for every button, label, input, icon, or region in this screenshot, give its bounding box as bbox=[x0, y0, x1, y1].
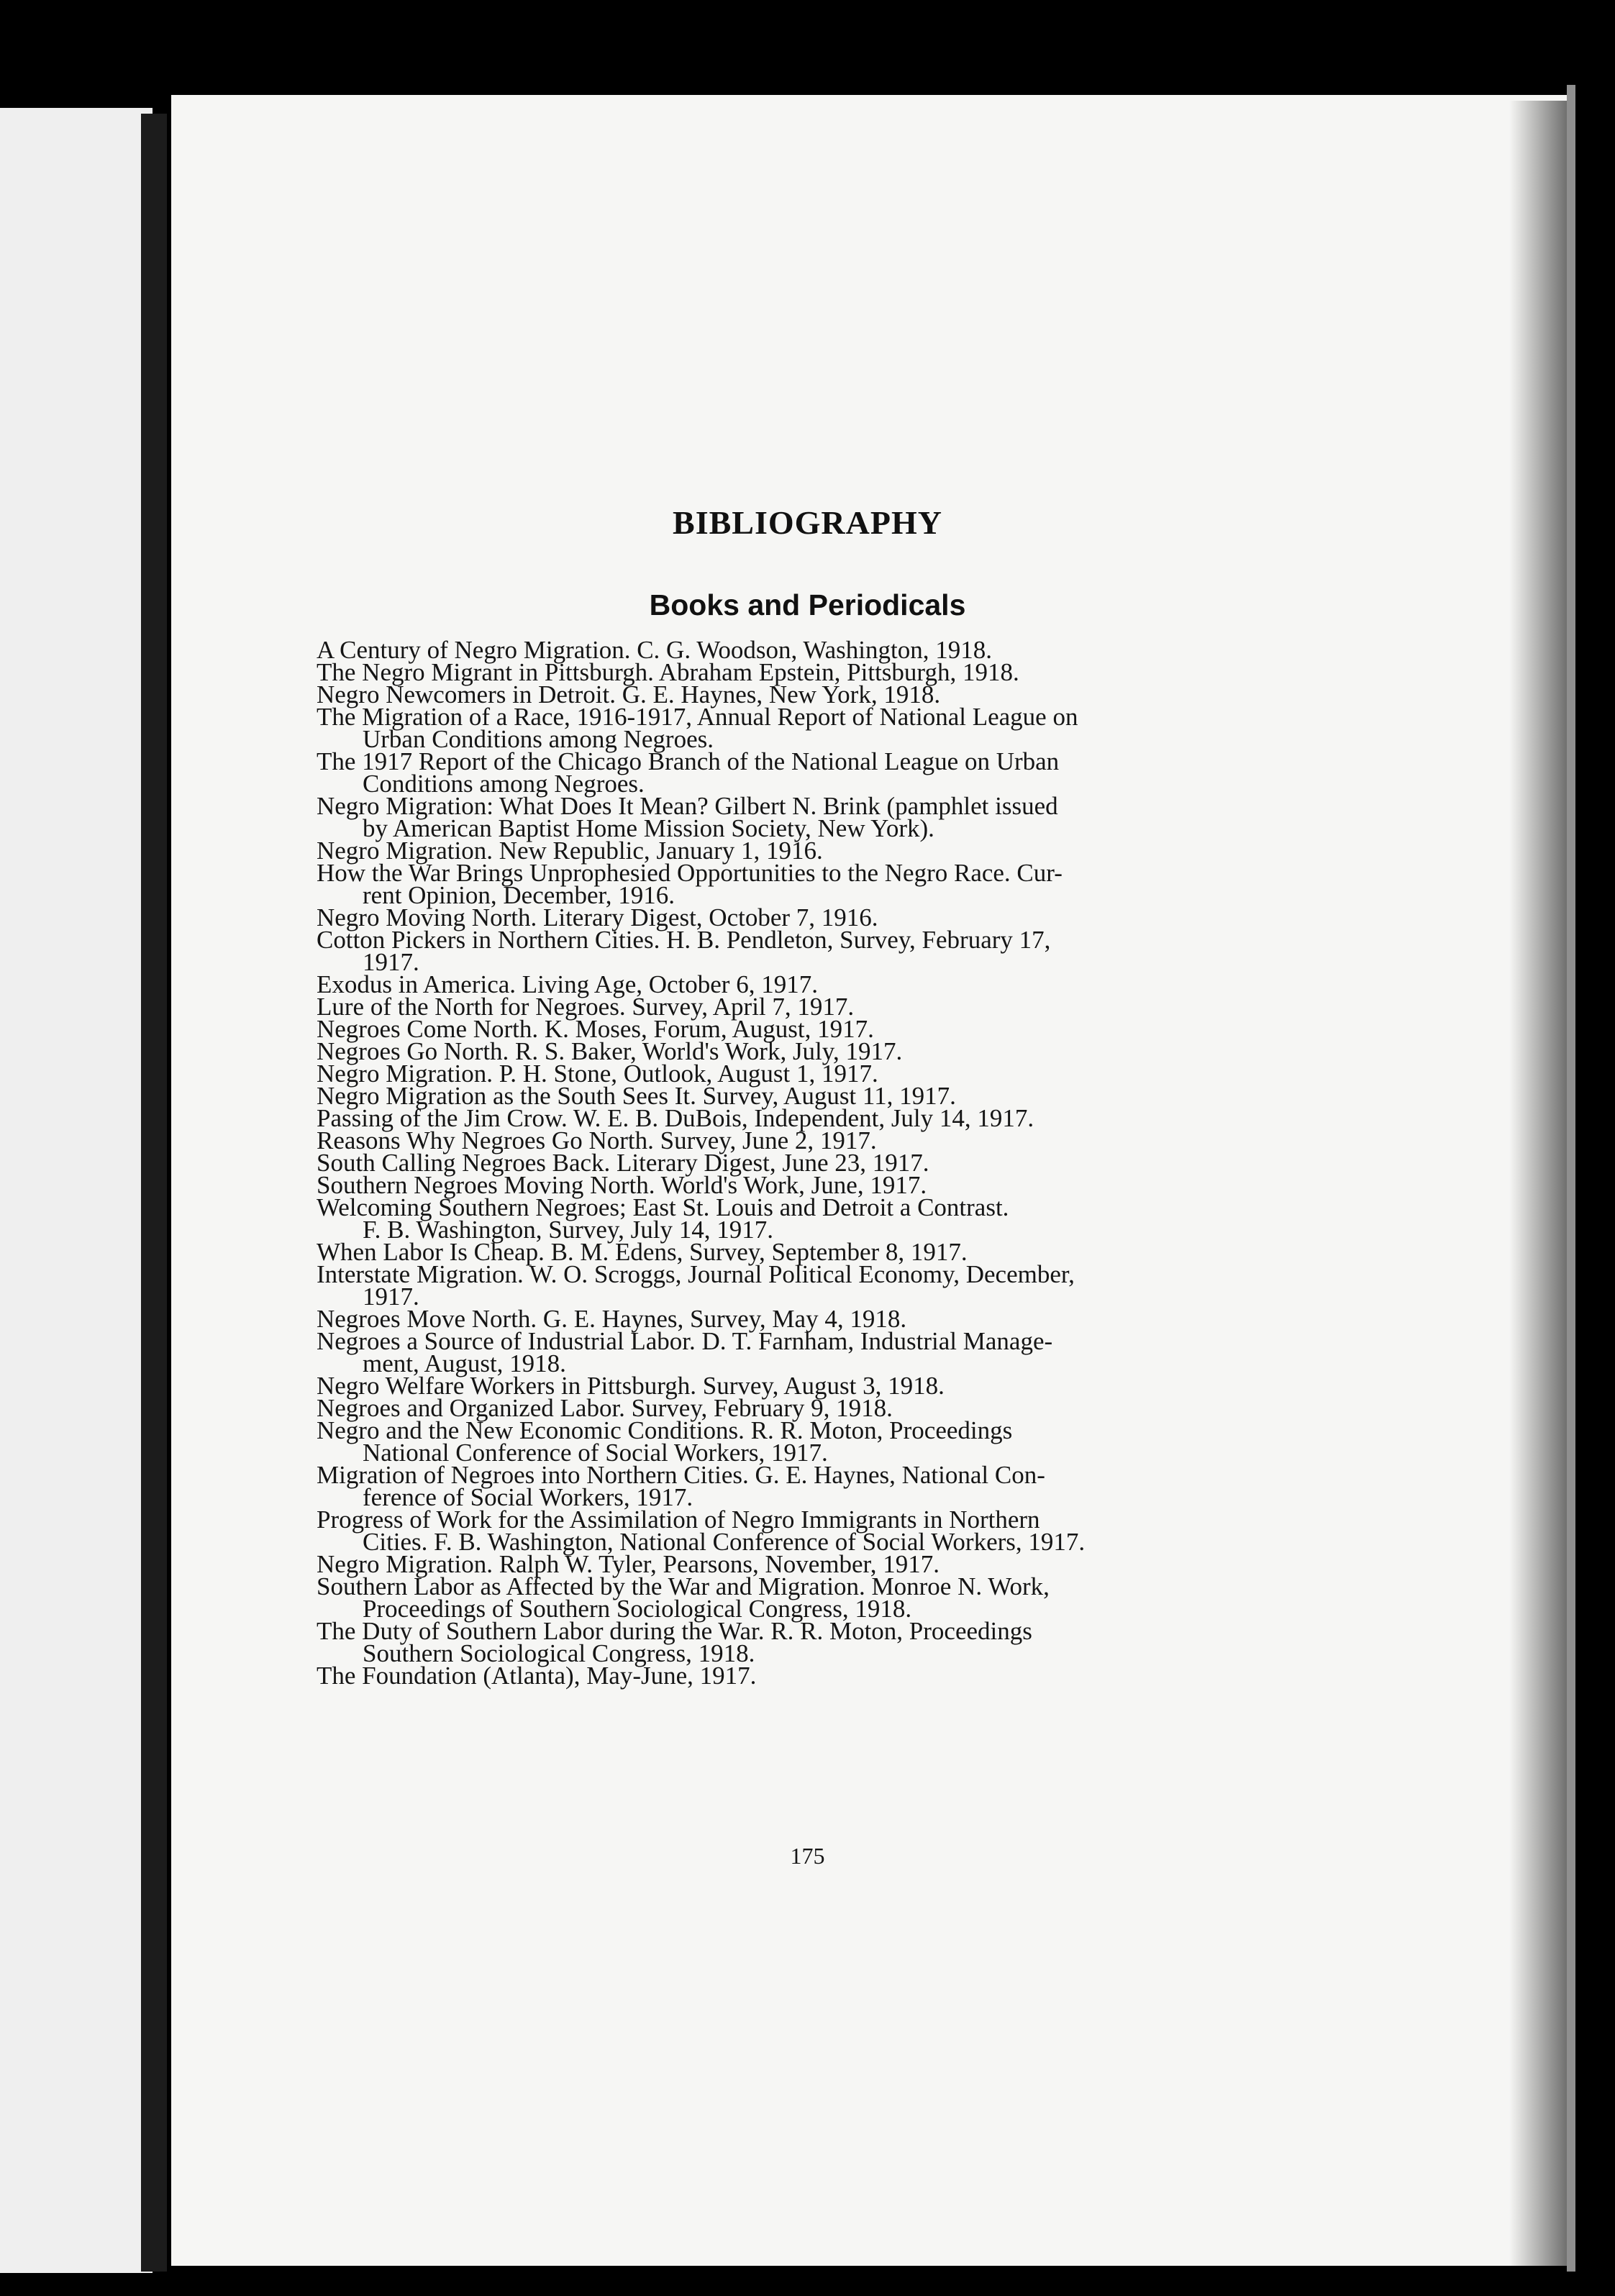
entry-line: Negro Moving North. Literary Digest, October 7, 1916. bbox=[317, 903, 878, 931]
bibliography-entry bbox=[317, 747, 1252, 798]
bibliography-entry bbox=[317, 1505, 1252, 1556]
entry-line: The Foundation (Atlanta), May-June, 1917. bbox=[317, 1662, 757, 1690]
entry-continuation-line: Southern Sociological Congress, 1918. bbox=[363, 1639, 755, 1667]
entry-continuation-line: Conditions among Negroes. bbox=[363, 770, 645, 798]
entry-line: The Migration of a Race, 1916-1917, Annual Report of National League on bbox=[317, 703, 1078, 731]
entry-line: Exodus in America. Living Age, October 6, 1917. bbox=[317, 970, 818, 998]
entry-continuation-line: 1917. bbox=[363, 948, 419, 976]
entry-line: Negroes Go North. R. S. Baker, World's Work, July, 1917. bbox=[317, 1037, 903, 1065]
left-page-edge bbox=[0, 108, 153, 2273]
entry-line: Negro Migration. New Republic, January 1, 1916. bbox=[317, 837, 823, 865]
page-right-border bbox=[1567, 85, 1575, 2272]
entry-continuation-line: Urban Conditions among Negroes. bbox=[363, 725, 714, 753]
page-number: 175 bbox=[790, 1843, 825, 1869]
entry-line: Passing of the Jim Crow. W. E. B. DuBois, Independent, July 14, 1917. bbox=[317, 1104, 1034, 1132]
entry-line: Negro Migration. Ralph W. Tyler, Pearsons, November, 1917. bbox=[317, 1550, 940, 1578]
entry-continuation-line: Cities. F. B. Washington, National Conference of Social Workers, 1917. bbox=[363, 1528, 1086, 1556]
entry-line: Interstate Migration. W. O. Scroggs, Journal Political Economy, December, bbox=[317, 1260, 1075, 1288]
bibliography-list bbox=[317, 636, 1252, 1690]
entry-line: Reasons Why Negroes Go North. Survey, June 2, 1917. bbox=[317, 1126, 877, 1154]
bibliography-entry bbox=[317, 1662, 1252, 1690]
entry-line: Negro and the New Economic Conditions. R. R. Moton, Proceedings bbox=[317, 1416, 1013, 1444]
bibliography-entry bbox=[317, 792, 1252, 842]
entry-line: Negro Welfare Workers in Pittsburgh. Survey, August 3, 1918. bbox=[317, 1372, 945, 1400]
entry-line: Negro Newcomers in Detroit. G. E. Haynes, New York, 1918. bbox=[317, 680, 941, 709]
entry-line: Negroes a Source of Industrial Labor. D. T. Farnham, Industrial Manage- bbox=[317, 1327, 1053, 1355]
entry-line: A Century of Negro Migration. C. G. Woodson, Washington, 1918. bbox=[317, 636, 993, 664]
entry-line: Negroes and Organized Labor. Survey, February 9, 1918. bbox=[317, 1394, 893, 1422]
bibliography-entry bbox=[317, 926, 1252, 976]
bibliography-entry bbox=[317, 1617, 1252, 1667]
page-right-shadow bbox=[1509, 101, 1567, 2266]
entry-line: Migration of Negroes into Northern Cities. G. E. Haynes, National Con- bbox=[317, 1461, 1045, 1489]
entry-continuation-line: F. B. Washington, Survey, July 14, 1917. bbox=[363, 1216, 773, 1244]
bibliography-entry bbox=[317, 1572, 1252, 1623]
entry-line: Southern Labor as Affected by the War and Migration. Monroe N. Work, bbox=[317, 1572, 1050, 1600]
entry-line: How the War Brings Unprophesied Opportunities to the Negro Race. Cur- bbox=[317, 859, 1063, 887]
bibliography-entry bbox=[317, 1327, 1252, 1377]
bibliography-entry bbox=[317, 1260, 1252, 1311]
entry-line: The Negro Migrant in Pittsburgh. Abraham Epstein, Pittsburgh, 1918. bbox=[317, 658, 1019, 686]
bibliography-entry bbox=[317, 859, 1252, 909]
bibliography-entry bbox=[317, 1461, 1252, 1511]
section-subtitle: Books and Periodicals bbox=[649, 588, 966, 621]
entry-line: Welcoming Southern Negroes; East St. Louis and Detroit a Contrast. bbox=[317, 1193, 1009, 1221]
entry-continuation-line: ment, August, 1918. bbox=[363, 1349, 566, 1377]
entry-line: South Calling Negroes Back. Literary Digest, June 23, 1917. bbox=[317, 1149, 929, 1177]
entry-line: Cotton Pickers in Northern Cities. H. B. Pendleton, Survey, February 17, bbox=[317, 926, 1051, 954]
entry-line: Negro Migration: What Does It Mean? Gilbert N. Brink (pamphlet issued bbox=[317, 792, 1058, 820]
bibliography-entry bbox=[317, 703, 1252, 753]
entry-line: The Duty of Southern Labor during the War. R. R. Moton, Proceedings bbox=[317, 1617, 1032, 1645]
entry-line: Negroes Move North. G. E. Haynes, Survey, May 4, 1918. bbox=[317, 1305, 907, 1333]
entry-continuation-line: National Conference of Social Workers, 1917. bbox=[363, 1439, 828, 1467]
entry-line: Negroes Come North. K. Moses, Forum, August, 1917. bbox=[317, 1015, 874, 1043]
left-page-spine bbox=[141, 114, 167, 2272]
entry-line: When Labor Is Cheap. B. M. Edens, Survey, September 8, 1917. bbox=[317, 1238, 968, 1266]
entry-continuation-line: 1917. bbox=[363, 1283, 419, 1311]
entry-continuation-line: Proceedings of Southern Sociological Congress, 1918. bbox=[363, 1595, 912, 1623]
entry-line: Progress of Work for the Assimilation of Negro Immigrants in Northern bbox=[317, 1505, 1040, 1534]
bibliography-entry bbox=[317, 1193, 1252, 1244]
entry-line: Negro Migration as the South Sees It. Survey, August 11, 1917. bbox=[317, 1082, 956, 1110]
page-title: BIBLIOGRAPHY bbox=[673, 504, 942, 541]
entry-continuation-line: by American Baptist Home Mission Society, New York). bbox=[363, 814, 934, 842]
entry-line: Southern Negroes Moving North. World's Work, June, 1917. bbox=[317, 1171, 927, 1199]
entry-continuation-line: ference of Social Workers, 1917. bbox=[363, 1483, 693, 1511]
bibliography-entry bbox=[317, 1416, 1252, 1467]
entry-line: Lure of the North for Negroes. Survey, April 7, 1917. bbox=[317, 993, 855, 1021]
entry-continuation-line: rent Opinion, December, 1916. bbox=[363, 881, 675, 909]
entry-line: Negro Migration. P. H. Stone, Outlook, August 1, 1917. bbox=[317, 1060, 878, 1088]
entry-line: The 1917 Report of the Chicago Branch of the National League on Urban bbox=[317, 747, 1060, 775]
